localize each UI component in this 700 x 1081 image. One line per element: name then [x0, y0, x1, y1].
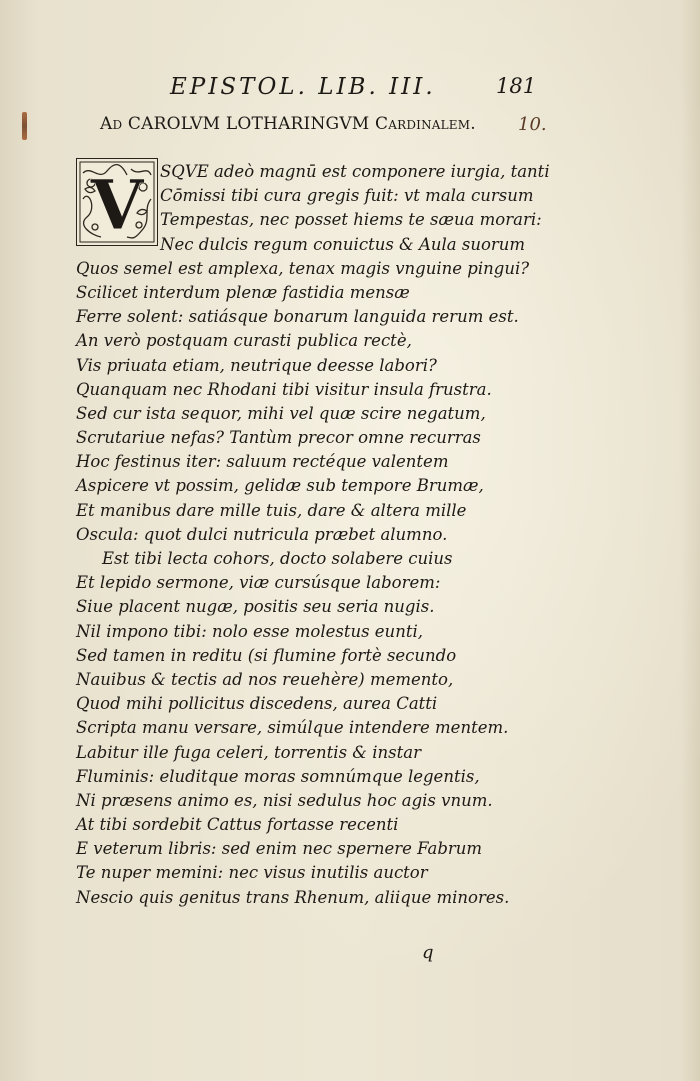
poem-text: [76, 160, 556, 910]
verse-line: Aspicere vt possim, gelidæ sub tempore Brumæ,: [76, 476, 484, 496]
verse-line: Te nuper memini: nec visus inutilis auctor: [76, 863, 428, 883]
verse-line: Nescio quis genitus trans Rhenum, aliique minores.: [76, 887, 510, 907]
verse-line: Nauibus & tectis ad nos reuehère) memento,: [76, 669, 454, 689]
verse-line: Scripta manu versare, simúlque intendere mentem.: [76, 718, 509, 738]
verse-line: Nil impono tibi: nolo esse molestus eunti,: [76, 621, 423, 641]
verse-line: Sed tamen in reditu (si flumine fortè secundo: [76, 645, 457, 665]
verse-line: Labitur ille fuga celeri, torrentis & instar: [76, 742, 421, 762]
verse-line: Sed cur ista sequor, mihi vel quæ scire negatum,: [76, 403, 486, 423]
handwritten-number: 10.: [518, 114, 547, 135]
initial-letter: V: [90, 166, 144, 245]
verse-line: Hoc festinus iter: saluum rectéque valentem: [76, 452, 449, 472]
verse-line: Scrutariue nefas? Tantùm precor omne recurras: [76, 428, 481, 448]
verse-line: At tibi sordebit Cattus fortasse recenti: [76, 815, 399, 835]
verse-line: Quod mihi pollicitus discedens, aurea Catti: [76, 694, 438, 714]
gutter-bookmark: [22, 112, 27, 140]
dedication-heading: Ad CAROLVM LOTHARINGVM Cardinalem.: [100, 114, 476, 134]
verse-line: Ni præsens animo es, nisi sedulus hoc agis vnum.: [76, 790, 493, 810]
verse-line: Oscula: quot dulci nutricula præbet alumno.: [76, 524, 448, 544]
verse-line: Tempestas, nec posset hiems te sæua morari:: [160, 210, 542, 230]
verse-line: Et manibus dare mille tuis, dare & altera mille: [76, 500, 467, 520]
verse-line: Siue placent nugæ, positis seu seria nugis.: [76, 597, 435, 617]
verse-line: Cōmissi tibi cura gregis fuit: vt mala cursum: [160, 186, 534, 206]
verse-line: Quos semel est amplexa, tenax magis vnguine pingui?: [76, 258, 530, 278]
verse-line: SQVE adeò magnū est componere iurgia, tanti: [160, 162, 550, 181]
page-number: 181: [496, 74, 537, 98]
verse-line: Fluminis: eluditque moras somnúmque legentis,: [76, 766, 480, 786]
verse-line: Vis priuata etiam, neutrique deesse labori?: [76, 355, 437, 375]
verse-line: Quanquam nec Rhodani tibi visitur insula frustra.: [76, 379, 492, 399]
verse-line: Est tibi lecta cohors, docto solabere cuius: [102, 549, 453, 568]
verse-line: An verò postquam curasti publica rectè,: [76, 331, 412, 351]
running-title: EPISTOL. LIB. III.: [170, 74, 436, 100]
verse-line: Nec dulcis regum conuictus & Aula suorum: [160, 234, 526, 254]
verse-line: Scilicet interdum plenæ fastidia mensæ: [76, 282, 410, 302]
verse-line: E veterum libris: sed enim nec spernere Fabrum: [76, 839, 483, 859]
verse-line: Et lepido sermone, viæ cursúsque laborem:: [76, 573, 441, 593]
verse-line: Ferre solent: satiásque bonarum languida rerum est.: [76, 307, 519, 327]
catchword: q: [422, 942, 434, 963]
